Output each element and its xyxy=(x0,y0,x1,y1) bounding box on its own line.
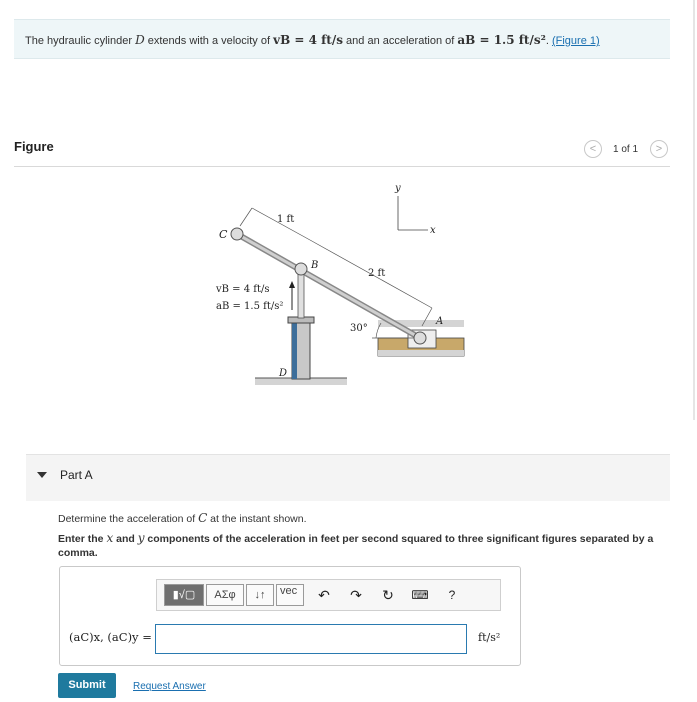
arrows-button[interactable]: ↓↑ xyxy=(246,584,274,606)
reset-icon[interactable]: ↻ xyxy=(382,587,394,603)
track-bottom xyxy=(378,350,464,356)
templates-button[interactable]: ▮√▢ xyxy=(164,584,204,606)
math-toolbar xyxy=(156,579,501,611)
figure-pager: 1 of 1 xyxy=(613,144,639,155)
units-label: ft/s² xyxy=(478,631,501,644)
instruction-text: Enter the x and y components of the acceleration in feet per second squared to three significant figures separated by a comma. xyxy=(58,531,654,559)
mechanism-figure xyxy=(200,178,480,393)
label-angle: 30° xyxy=(350,323,368,334)
figure-title: Figure xyxy=(14,139,54,154)
part-a-header[interactable] xyxy=(26,454,670,501)
prev-figure-button[interactable] xyxy=(584,140,602,158)
next-figure-button[interactable] xyxy=(650,140,668,158)
undo-icon[interactable]: ↶ xyxy=(318,587,330,603)
acceleration-expression: aB = 1.5 ft/s² xyxy=(457,33,546,47)
velocity-expression: vB = 4 ft/s xyxy=(273,33,343,47)
label-d: D xyxy=(279,368,288,379)
greek-button[interactable]: ΑΣφ xyxy=(206,584,244,606)
answer-variable-label: (aC)x, (aC)y = xyxy=(69,630,152,644)
figure-divider xyxy=(14,166,670,167)
chevron-left-icon: < xyxy=(589,143,597,155)
scrollbar-track[interactable] xyxy=(693,0,695,420)
label-axis-y: y xyxy=(395,183,401,194)
answer-panel xyxy=(59,566,521,666)
caret-down-icon xyxy=(37,472,47,478)
submit-button[interactable]: Submit xyxy=(58,673,116,698)
redo-icon[interactable]: ↷ xyxy=(350,587,362,603)
dim-ext-c xyxy=(240,208,252,226)
vec-button[interactable]: vec xyxy=(276,584,304,606)
label-vb: vB = 4 ft/s xyxy=(216,284,270,295)
cylinder-shade xyxy=(292,321,297,379)
label-b: B xyxy=(311,260,319,271)
label-a: A xyxy=(436,316,444,327)
answer-input[interactable] xyxy=(155,624,467,654)
pin-b xyxy=(295,263,307,275)
pin-a xyxy=(414,332,426,344)
part-a-label: Part A xyxy=(60,468,93,482)
pin-c xyxy=(231,228,243,240)
chevron-right-icon: > xyxy=(655,143,663,155)
problem-statement xyxy=(14,19,670,59)
problem-text: The hydraulic cylinder D extends with a velocity of vB = 4 ft/s and an acceleration of aB = 1.5 ft/s². (Figure 1) xyxy=(25,33,600,47)
label-1ft: 1 ft xyxy=(277,214,295,225)
label-2ft: 2 ft xyxy=(368,268,386,279)
figure-link[interactable]: (Figure 1) xyxy=(551,35,600,47)
cylinder-symbol: D xyxy=(135,33,145,47)
help-button[interactable]: ? xyxy=(448,588,456,602)
piston-rod xyxy=(298,270,304,318)
velocity-arrowhead xyxy=(289,281,295,288)
keyboard-icon[interactable]: ⌨ xyxy=(411,588,429,602)
label-c: C xyxy=(219,228,228,241)
label-ab: aB = 1.5 ft/s² xyxy=(216,301,284,312)
label-axis-x: x xyxy=(430,225,436,236)
question-text: Determine the acceleration of C at the instant shown. xyxy=(58,511,307,525)
request-answer-link[interactable]: Request Answer xyxy=(133,681,206,692)
